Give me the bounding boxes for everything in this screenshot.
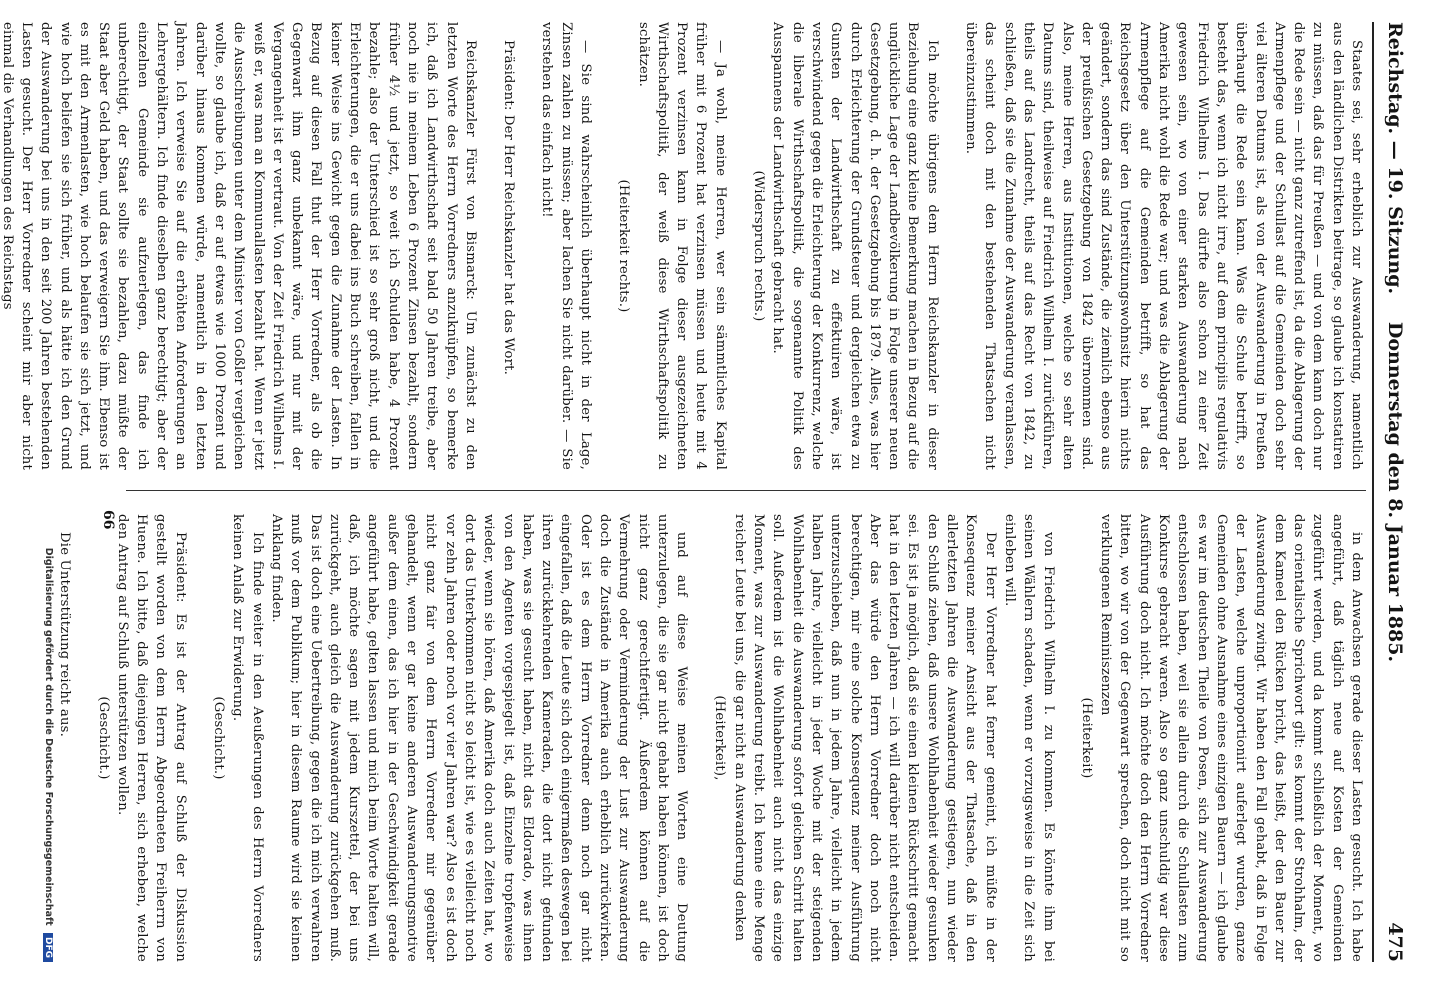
paragraph: Die Unterstützung reicht aus.: [57, 532, 73, 738]
interjection: (Geschicht.): [211, 696, 227, 780]
column-divider: [126, 490, 1366, 491]
paragraph: Ich finde weiter in den Aeußerungen des Herrn Vorredners keinen Anlaß zur Erwiderung.: [230, 514, 265, 962]
header-left: Reichstag. — 19. Sitzung.: [1384, 22, 1406, 295]
paragraph: Staates sei, sehr erheblich zur Auswanderung, namentlich aus den ländlichen Distrikten beitrage, so glaube ich konstatiren zu müssen, daß das für Preußen — und von dem kann doch nur die Rede sein — nicht ganz zutreffend ist, da die Ablagerung der Armenpflege und der Schullast auf die Gemeinden doch sehr viel älteren Datums ist, als von der Auswanderung in Preußen überhaupt die Rede sein kann. Was die Schule betrifft, so besteht das, wenn ich nicht irre, auf dem principiis regulativis Friedrich Wilhelms I. Das dürfte also schon zu einer Zeit gewesen sein, wo von einer starken Auswanderung nach Amerika nicht wohl die Rede war; und was die Ablagerung der Armenpflege auf die Gemeinden betrifft, so hat das Reichsgesetz über den Unterstützungswohnsitz hierin nichts geändert, sondern das sind Zustände, die ziemlich ebenso aus der preußischen Gesetzgebung von 1842 übernommen sind. Also, meine Herren, aus Institutionen, welche so sehr alten Datums sind, theilweise auf Friedrich Wilhelm I. zurückführen, theils auf das Landrecht, theils auf das Recht von 1842, zu schließen, daß sie die Zunahme der Auswanderung veranlassen, das scheint doch mit den bestehenden Thatsachen nicht übereinzustimmen.: [963, 22, 1364, 470]
paragraph: und auf diese Weise meinen Worten eine Deutung unterzulegen, die sie gar nicht gehabt haben können, ist doch nicht ganz gerechtfertigt. Äußerdem können auf die Vermehrung oder Verminderung der Lust zur Auswanderung doch die Zustände in Amerika auch erheblich zurückwirken. Oder ist es dem Herrn Vorredner denn noch gar nicht eingefallen, daß die Leute sich doch einigermaßen deswegen bei ihren zurückkehrenden Kameraden, die dort nicht gefunden haben, was sie gesucht haben, nicht das Eldorado, was ihnen von den Agenten vorgespiegelt ist, daß Einzelne tropfenweise wieder, wenn sie hören, daß Amerika doch auch Zeiten hat, wo dort das Unterkommen nicht so leicht ist, wie es vielleicht noch vor zehn Jahren oder noch vor vier Jahren war? Also es ist doch nicht ganz fair von dem Herrn Vorredner mir gegenüber gehandelt, wenn er gar keine anderen Auswanderungsmotive außer dem einen, das ich hier in der Geschwindigkeit gerade angeführt habe, gelten lassen und mich beim Worte halten will, daß, ich möchte sagen mit jedem Kurszettel, der bei uns zurückgeht, auch gleich die Auswanderung zurückgehen muß. Das ist doch eine Uebertreibung, gegen die ich mich verwahren muß vor dem Publikum; hier in diesem Raume wird sie keinen Anklang finden.: [268, 514, 690, 962]
paragraph: in dem Anwachsen gerade dieser Lasten gesucht. Ich habe angeführt, daß täglich neue auf Kosten der Gemeinden zugeführt werden, und da kommt schließlich der Moment, wo das orientalische Sprichwort gilt: es kommt der Strohhalm, der dem Kameel den Rücken bricht, das heißt, der den Bauer zur Auswanderung zwingt. Wir haben den Fall gehabt, daß in Folge der Lasten, welche unproportionirt auferlegt wurden, ganze Gemeinden ohne Ausnahme eines einzigen Bauern — ich glaube es war im deutschen Theile von Posen, sich zur Auswanderung entschlossen haben, weil sie allein durch die Schullasten zum Konkurse gebracht waren. Also so ganz unschuldig war diese Ausführung doch nicht. Ich möchte doch den Herrn Vorredner bitten, wo wir von der Gegenwart sprechen, doch nicht mit so verklungenen Reminiszenzen: [1098, 514, 1364, 962]
paragraph: von Friedrich Wilhelm I. zu kommen. Es könnte ihm bei seinen Wählern schaden, wenn er vorzugsweise in die Zeit sich einleben will.: [1001, 514, 1056, 962]
page-header: [1380, 22, 1406, 962]
interjection: (Heiterkeit),: [712, 695, 728, 781]
paragraph: Ich möchte übrigens dem Herrn Reichskanzler in dieser Beziehung eine ganz kleine Bemerkung machen in Bezug auf die unglückliche Lage der Landbevölkerung in Folge unserer neuen Gesetzgebung, d. h. der Gesetzgebung bis 1879. Alles, was hier durch Erleichterung der Grundsteuer und dergleichen etwa zu Gunsten der Landwirthschaft zu effektuiren wäre, ist verschwindend gegen die Erleichterung der Konkurrenz, welche die liberale Wirthschaftspolitik, die sogenannte Politik des Ausspannens der Landwirthschaft gebracht hat.: [770, 22, 940, 470]
left-column: [0, 22, 1366, 470]
page-number: 475: [1384, 922, 1406, 962]
dfg-logo: DFG: [43, 933, 53, 962]
interjection: (Heiterkeit): [1078, 697, 1094, 779]
speaker-line: Präsident: Es ist der Antrag auf Schluß der Diskussion gestellt worden von dem Herrn Abgeordneten Freiherrn von Huene. Ich bitte, daß diejenigen Herren, sich erheben, welche den Antrag auf Schluß unterstützen wollen.: [114, 514, 188, 962]
paragraph: Der Herr Vorredner hat ferner gemeint, ich müßte in der Konsequenz meiner Ansicht aus der Thatsache, daß in den allerletzten Jahren die Auswanderung gestiegen, nun wieder den Schluß ziehen, daß unsere Wohlhabenheit wieder gesunken sei. Es ist ja möglich, daß sie einen kleinen Rückschritt gemacht hat in den letzten Jahren — ich will darüber nicht entscheiden. Aber das würde den Herrn Vorredner doch noch nicht berechtigen, mir eine solche Konsequenz meiner Ausführung unterzuschieben, daß nun in jedem Jahre, vielleicht in jedem halben Jahre, vielleicht in jeder Woche mit der steigenden Wohlhabenheit die Auswanderung sofort gleichen Schritt halten soll. Außerdem ist die Wohlhabenheit auch nicht das einzige Moment, was zur Auswanderung treibt. Ich kenne eine Menge reicher Leute bei uns, die gar nicht an Auswanderung denken: [731, 514, 998, 962]
header-center: Donnerstag den 8. Januar 1885.: [1384, 321, 1406, 663]
digitization-text: Digitalisierung gefördert durch die Deutsche Forschungsgemeinschaft: [43, 547, 54, 926]
signature-mark: 66: [100, 510, 116, 530]
speaker-line: Präsident: Der Herr Reichskanzler hat das Wort.: [501, 40, 517, 375]
paragraph: — Ja wohl, meine Herren, wer sein sämmtliches Kapital früher mit 6 Prozent hat verzinsen müssen und heute mit 4 Prozent verzinsen kann in Folge dieser ausgezeichneten Wirthschaftspolitik, der weiß diese Wirthschaftspolitik zu schätzen.: [635, 22, 728, 470]
digitization-note: [43, 22, 54, 962]
interjection: (Geschicht.): [95, 696, 111, 780]
interjection: (Heiterkeit rechts.): [616, 179, 632, 313]
interjection: (Widerspruch rechts.): [751, 170, 767, 322]
header-rule: [1372, 22, 1374, 962]
paragraph: — Sie sind wahrscheinlich überhaupt nicht in der Lage, Zinsen zahlen zu müssen; aber lachen Sie nicht darüber. — Sie verstehen das einfach nicht!: [539, 22, 594, 470]
paragraph: Reichskanzler Fürst von Bismarck: Um zunächst zu den letzten Worte des Herrn Vorredners anzuknüpfen, so bemerke ich, daß ich Landwirthschaft seit bald 50 Jahren treibe, aber noch nie in meinem Leben 6 Prozent Zinsen bezahlt, sondern früher 4½ und jetzt, so weit ich Schulden habe, 4 Prozent bezahle; also der Unterschied ist so sehr groß nicht, und die Erleichterungen, die er uns dabei ins Buch schreiben, fallen in keiner Weise ins Gewicht gegen die Zunahme der Lasten. In Bezug auf diesen Fall thut der Herr Vorredner, als ob die Gegenwart ihm ganz unbekannt wäre, und nur mit der Vergangenheit ist er vertraut. Von der Zeit Friedrich Wilhelms I. weiß er, was man an Kommunallasten bezahlt hat. Wenn er jetzt die Ausschreibungen unter dem Minister von Goßler vergleichen wollte, so glaube ich, daß er auf etwas wie 1000 Prozent und darüber hinaus kommen würde, namentlich in den letzten Jahren. Ich verweise Sie auf die erhöhten Anforderungen an Lehrergehältern. Ich finde dieselben ganz berechtigt; aber der einzelnen Gemeinde sie aufzuerlegen, das finde ich unberechtigt, der Staat sollte sie bezahlen, dazu müßte der Staat aber Geld haben, und das verweigern Sie ihm. Ebenso ist es mit den Armenlasten, wie hoch belaufen sie sich jetzt, und wie hoch beliefen sie sich früher, und als hätte ich den Grund der Auswanderung bei uns in den seit 200 Jahren bestehenden Lasten gesucht. Der Herr Vorredner scheint mir aber nicht einmal die Verhandlungen des Reichstags: [0, 22, 478, 470]
